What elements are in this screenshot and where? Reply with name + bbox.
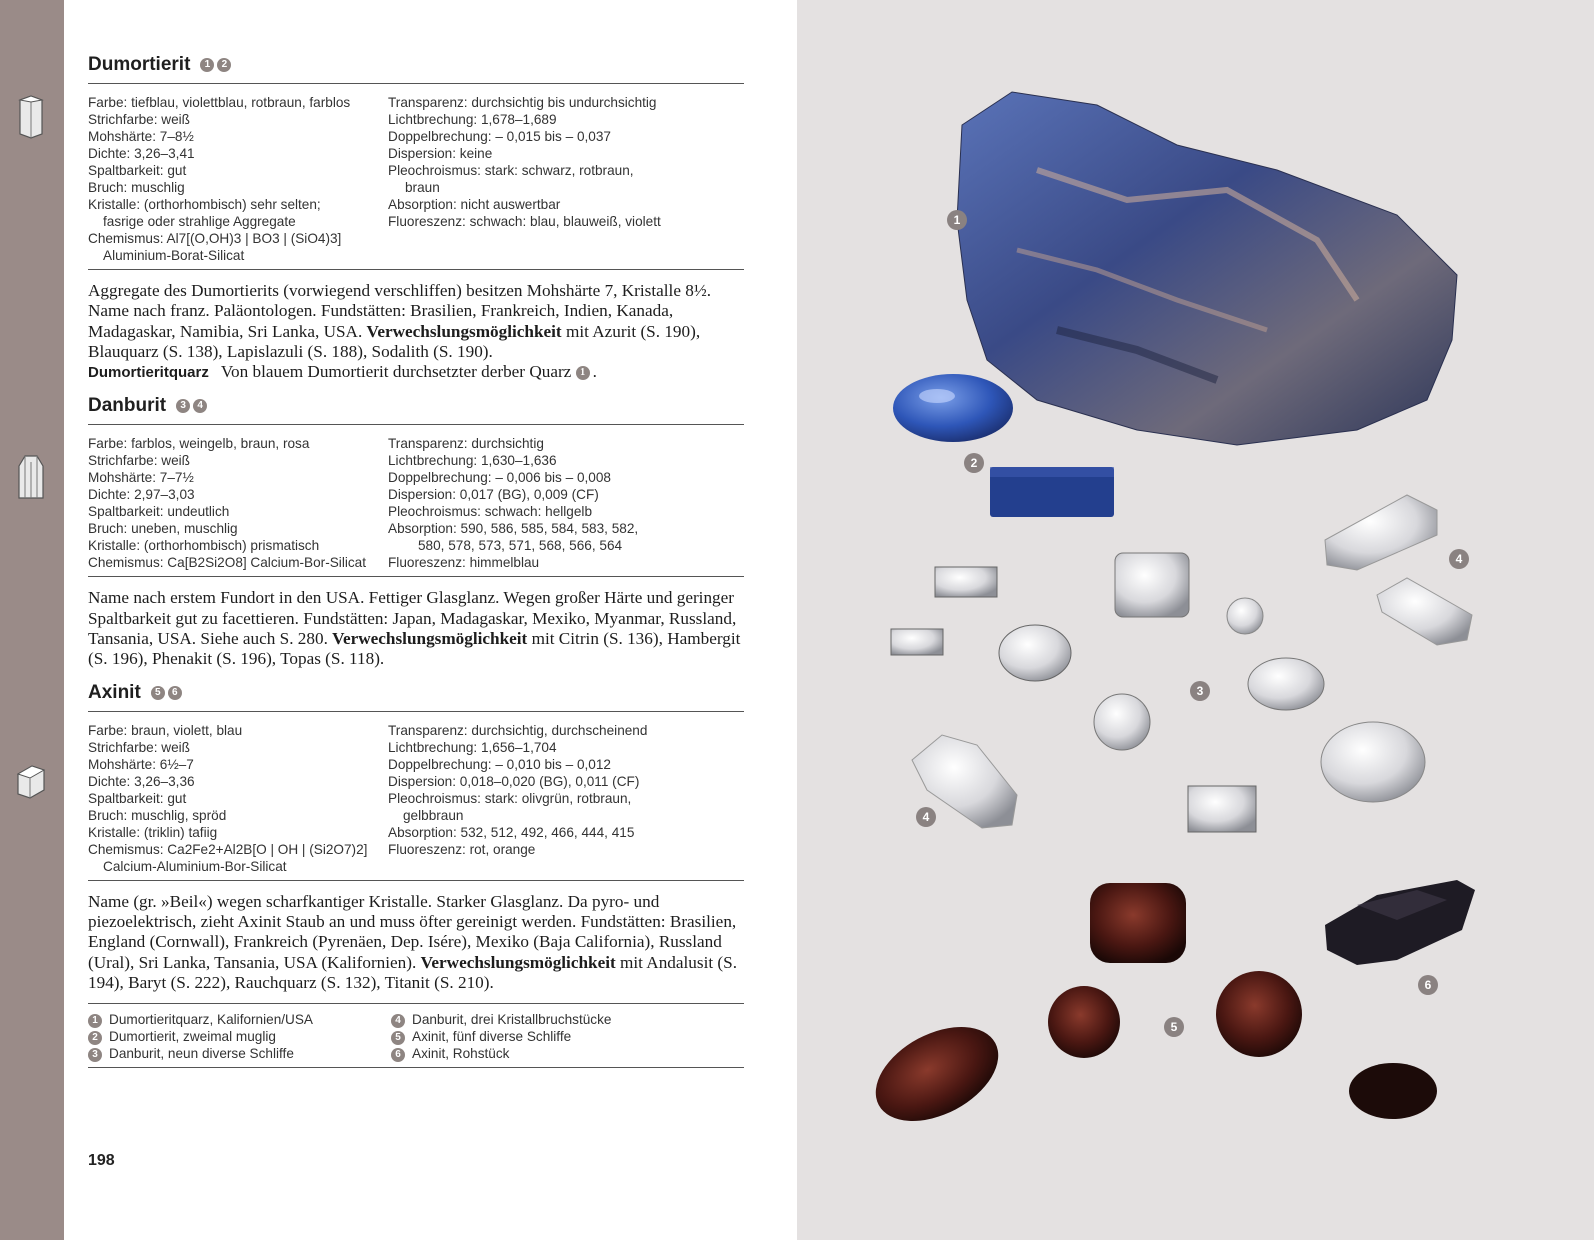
property-line: Pleochroismus: schwach: hellgelb: [388, 504, 593, 520]
mineral-title: Dumortierit: [88, 54, 191, 75]
photo-ref-badge: 6: [168, 686, 182, 700]
property-line: Absorption: 590, 586, 585, 584, 583, 582,: [388, 521, 639, 537]
caption-text: Dumortieritquarz, Kalifornien/USA: [109, 1012, 313, 1028]
danburite-octagon-cut: [1188, 786, 1256, 832]
caption-text: Dumortierit, zweimal muglig: [109, 1029, 276, 1045]
property-line: Absorption: 532, 512, 492, 466, 444, 415: [388, 824, 635, 840]
property-line: 580, 578, 573, 571, 568, 566, 564: [418, 538, 623, 554]
caption-number-badge: 2: [88, 1031, 102, 1045]
property-line: Calcium-Aluminium-Bor-Silicat: [103, 858, 287, 874]
photo-ref-badge: 2: [217, 58, 231, 72]
property-line: Strichfarbe: weiß: [88, 739, 190, 755]
caption-text: Axinit, Rohstück: [412, 1046, 510, 1062]
mineral-title: Danburit: [88, 395, 167, 417]
axinite-cabochon: [860, 1008, 1014, 1141]
mineral-header-axinit: [88, 680, 744, 712]
variety-text: Von blauem Dumortierit durchsetzter derber Quarz: [220, 362, 572, 382]
property-line: Pleochroismus: stark: olivgrün, rotbraun,: [388, 790, 632, 806]
danburite-oval-cut: [1321, 722, 1425, 802]
properties-column-left: [88, 722, 388, 875]
property-line: Absorption: nicht auswertbar: [388, 197, 561, 212]
property-line: Chemismus: Ca2Fe2+Al2B[O | OH | (Si2O7)2]: [88, 841, 368, 857]
property-line: Mohshärte: 7–8½: [88, 129, 194, 144]
property-line: Fluoreszenz: himmelblau: [388, 555, 540, 571]
caption-item: [391, 1045, 744, 1062]
caption-item: [88, 1045, 391, 1062]
danburite-round-cut: [1094, 694, 1150, 750]
properties-column-left: [88, 435, 388, 571]
property-line: Dichte: 3,26–3,41: [88, 146, 195, 161]
property-line: fasrige oder strahlige Aggregate: [103, 214, 296, 229]
side-strip: [0, 0, 64, 1240]
property-line: Fluoreszenz: rot, orange: [388, 841, 536, 857]
confusion-text: mit Andalusit (S. 194), Baryt (S. 222), Rauchquarz (S. 132), Titanit (S. 210).: [88, 952, 737, 992]
caption-item: [88, 1028, 391, 1045]
photo-ref-badge: 4: [193, 399, 207, 413]
property-line: Farbe: tiefblau, violettblau, rotbraun, farblos: [88, 95, 351, 110]
confusion-label: Verwechslungsmöglichkeit: [332, 629, 528, 649]
danburite-round-cut: [1227, 598, 1263, 634]
caption-item: [391, 1011, 744, 1028]
axinite-round-cut: [1048, 986, 1120, 1058]
photo-ref-badge: 1: [200, 58, 214, 72]
property-line: Transparenz: durchsichtig: [388, 436, 544, 452]
property-line: Strichfarbe: weiß: [88, 453, 190, 469]
triclinic-crystal-icon: [14, 758, 48, 808]
captions-column-left: [88, 1011, 391, 1062]
property-line: Bruch: muschlig: [88, 180, 185, 195]
property-line: Chemismus: Ca[B2Si2O8] Calcium-Bor-Silicat: [88, 555, 366, 571]
photo-number-label: 4: [1449, 549, 1469, 569]
caption-text: Danburit, drei Kristallbruchstücke: [412, 1012, 612, 1028]
photo-ref-badge: 1: [576, 366, 590, 380]
mineral-header-dumortierit: [88, 52, 744, 84]
properties-table: [88, 94, 744, 270]
danburite-baguette: [935, 567, 997, 597]
properties-table: [88, 722, 744, 881]
properties-column-left: [88, 94, 388, 264]
page-number: 198: [88, 1152, 115, 1169]
caption-number-badge: 3: [88, 1048, 102, 1062]
mineral-title: Axinit: [88, 681, 141, 703]
orthorhombic-crystal-icon: [14, 452, 48, 502]
property-line: Aluminium-Borat-Silicat: [103, 248, 245, 263]
property-line: Fluoreszenz: schwach: blau, blauweiß, violett: [388, 214, 661, 229]
property-line: Bruch: uneben, muschlig: [88, 521, 238, 537]
axinite-cushion-cut: [1090, 883, 1186, 963]
property-line: Kristalle: (triklin) tafiig: [88, 824, 218, 840]
confusion-text: mit Azurit (S. 190), Blauquarz (S. 138), Lapislazuli (S. 188), Sodalith (S. 190).: [88, 321, 701, 361]
caption-number-badge: 5: [391, 1031, 405, 1045]
properties-column-right: [388, 94, 744, 264]
caption-number-badge: 1: [88, 1014, 102, 1028]
confusion-label: Verwechslungsmöglichkeit: [366, 321, 562, 341]
danburite-emerald-cut: [1115, 553, 1189, 617]
property-line: braun: [405, 180, 440, 195]
axinite-rough-specimen: [1325, 880, 1475, 965]
caption-number-badge: 4: [391, 1014, 405, 1028]
mineral-description: [88, 588, 744, 669]
axinite-oval-cut: [1349, 1063, 1437, 1119]
confusion-label: Verwechslungsmöglichkeit: [420, 952, 616, 972]
gem-photo: [797, 0, 1594, 1240]
photo-captions: [88, 1003, 744, 1068]
dumortierite-rock-specimen: [957, 92, 1457, 445]
photo-number-label: 2: [964, 453, 984, 473]
photo-number-label: 4: [916, 807, 936, 827]
axinite-round-cut: [1216, 971, 1302, 1057]
description-text: Name (gr. »Beil«) wegen scharfkantiger Kristalle. Starker Glasglanz. Da pyro- und piezoelektrisch, zieht Axinit Staub an und muss öfter gereinigt werden. Fundstätten: Brasilien, England (Cornwall), Frankreich (Pyrenäen, Dep. Isére), Mexiko (Baja California), Russland (Ural), Sri Lanka, Tansania, USA (Kalifornien).: [88, 891, 737, 972]
property-line: Spaltbarkeit: gut: [88, 163, 187, 178]
property-line: Transparenz: durchsichtig bis undurchsichtig: [388, 95, 657, 110]
property-line: Lichtbrechung: 1,678–1,689: [388, 112, 557, 127]
danburite-oval-cut: [999, 625, 1071, 681]
caption-text: Danburit, neun diverse Schliffe: [109, 1046, 294, 1062]
captions-column-right: [391, 1011, 744, 1062]
mineral-description: [88, 892, 744, 993]
properties-column-right: [388, 435, 744, 571]
caption-number-badge: 6: [391, 1048, 405, 1062]
text-page: [64, 0, 797, 1240]
danburite-oval-cut: [1248, 658, 1324, 710]
property-line: Dichte: 3,26–3,36: [88, 773, 195, 789]
property-line: Dispersion: 0,017 (BG), 0,009 (CF): [388, 487, 599, 503]
property-line: Dispersion: keine: [388, 146, 493, 161]
property-line: Dispersion: 0,018–0,020 (BG), 0,011 (CF): [388, 773, 640, 789]
property-line: Doppelbrechung: – 0,006 bis – 0,008: [388, 470, 611, 486]
properties-table: [88, 435, 744, 577]
properties-column-right: [388, 722, 744, 875]
danburite-crystal-fragment: [1377, 578, 1472, 645]
property-line: gelbbraun: [403, 807, 464, 823]
danburite-crystal-fragment: [1325, 495, 1437, 570]
property-line: Bruch: muschlig, spröd: [88, 807, 227, 823]
property-line: Farbe: farblos, weingelb, braun, rosa: [88, 436, 310, 452]
property-line: Doppelbrechung: – 0,010 bis – 0,012: [388, 756, 611, 772]
property-line: Kristalle: (orthorhombisch) prismatisch: [88, 538, 320, 554]
property-line: Chemismus: Al7[(O,OH)3 | BO3 | (SiO4)3]: [88, 231, 342, 246]
confusion-text: mit Citrin (S. 136), Hambergit (S. 196), Phenakit (S. 196), Topas (S. 118).: [88, 629, 741, 669]
photo-ref-badge: 3: [176, 399, 190, 413]
description-text: Name nach erstem Fundort in den USA. Fettiger Glasglanz. Wegen großer Härte und geringer Spaltbarkeit gut zu facettieren. Fundstätten: Japan, Madagaskar, Mexiko, Myanmar, Russland, Tansania, USA. Siehe auch S. 280.: [88, 588, 737, 649]
variety-label: Dumortieritquarz: [88, 364, 209, 382]
mineral-description: Aggregate des Dumortierits (vorwiegend verschliffen) besitzen Mohshärte 7, Kristalle 8½. Name nach franz. Paläontologen. Fundstätten: Brasilien, Frankreich, Indien, Kanada, Madagaskar, Namibia, Sri Lanka, USA. Verwechslungsmöglichkeit mit Azurit (S. 190), Blauquarz (S. 138), Lapislazuli (S. 188), Sodalith (S. 190). Dumortieritquarz Von blauem Dumortierit durchsetzter derber Quarz 1 .: [88, 281, 712, 382]
caption-item: [88, 1011, 391, 1028]
danburite-baguette: [891, 629, 943, 655]
photo-number-label: 5: [1164, 1017, 1184, 1037]
description-text: Aggregate des Dumortierits (vorwiegend verschliffen) besitzen Mohshärte 7, Kristalle 8½. Name nach franz. Paläontologen. Fundstätten: Brasilien, Frankreich, Indien, Kanada, Madagaskar, Namibia, Sri Lanka, USA.: [88, 281, 712, 341]
photo-number-label: 3: [1190, 681, 1210, 701]
property-line: Lichtbrechung: 1,656–1,704: [388, 739, 557, 755]
property-line: Strichfarbe: weiß: [88, 112, 190, 127]
property-line: Lichtbrechung: 1,630–1,636: [388, 453, 557, 469]
property-line: Pleochroismus: stark: schwarz, rotbraun,: [388, 163, 634, 178]
photo-ref-badge: 5: [151, 686, 165, 700]
property-line: Transparenz: durchsichtig, durchscheinend: [388, 722, 648, 738]
property-line: Doppelbrechung: – 0,015 bis – 0,037: [388, 129, 611, 144]
prism-crystal-icon: [14, 92, 48, 142]
caption-item: [391, 1028, 744, 1045]
caption-text: Axinit, fünf diverse Schliffe: [412, 1029, 572, 1045]
photo-number-label: 1: [947, 210, 967, 230]
photo-number-label: 6: [1418, 975, 1438, 995]
property-line: Mohshärte: 7–7½: [88, 470, 194, 486]
property-line: Mohshärte: 6½–7: [88, 756, 194, 772]
photo-page: [797, 0, 1594, 1240]
dumortierite-cabochon: [893, 374, 1013, 442]
content-column: [88, 52, 744, 1068]
property-line: Spaltbarkeit: gut: [88, 790, 187, 806]
property-line: Kristalle: (orthorhombisch) sehr selten;: [88, 197, 321, 212]
mineral-header-danburit: [88, 393, 744, 425]
property-line: Dichte: 2,97–3,03: [88, 487, 195, 503]
property-line: Farbe: braun, violett, blau: [88, 722, 243, 738]
property-line: Spaltbarkeit: undeutlich: [88, 504, 230, 520]
